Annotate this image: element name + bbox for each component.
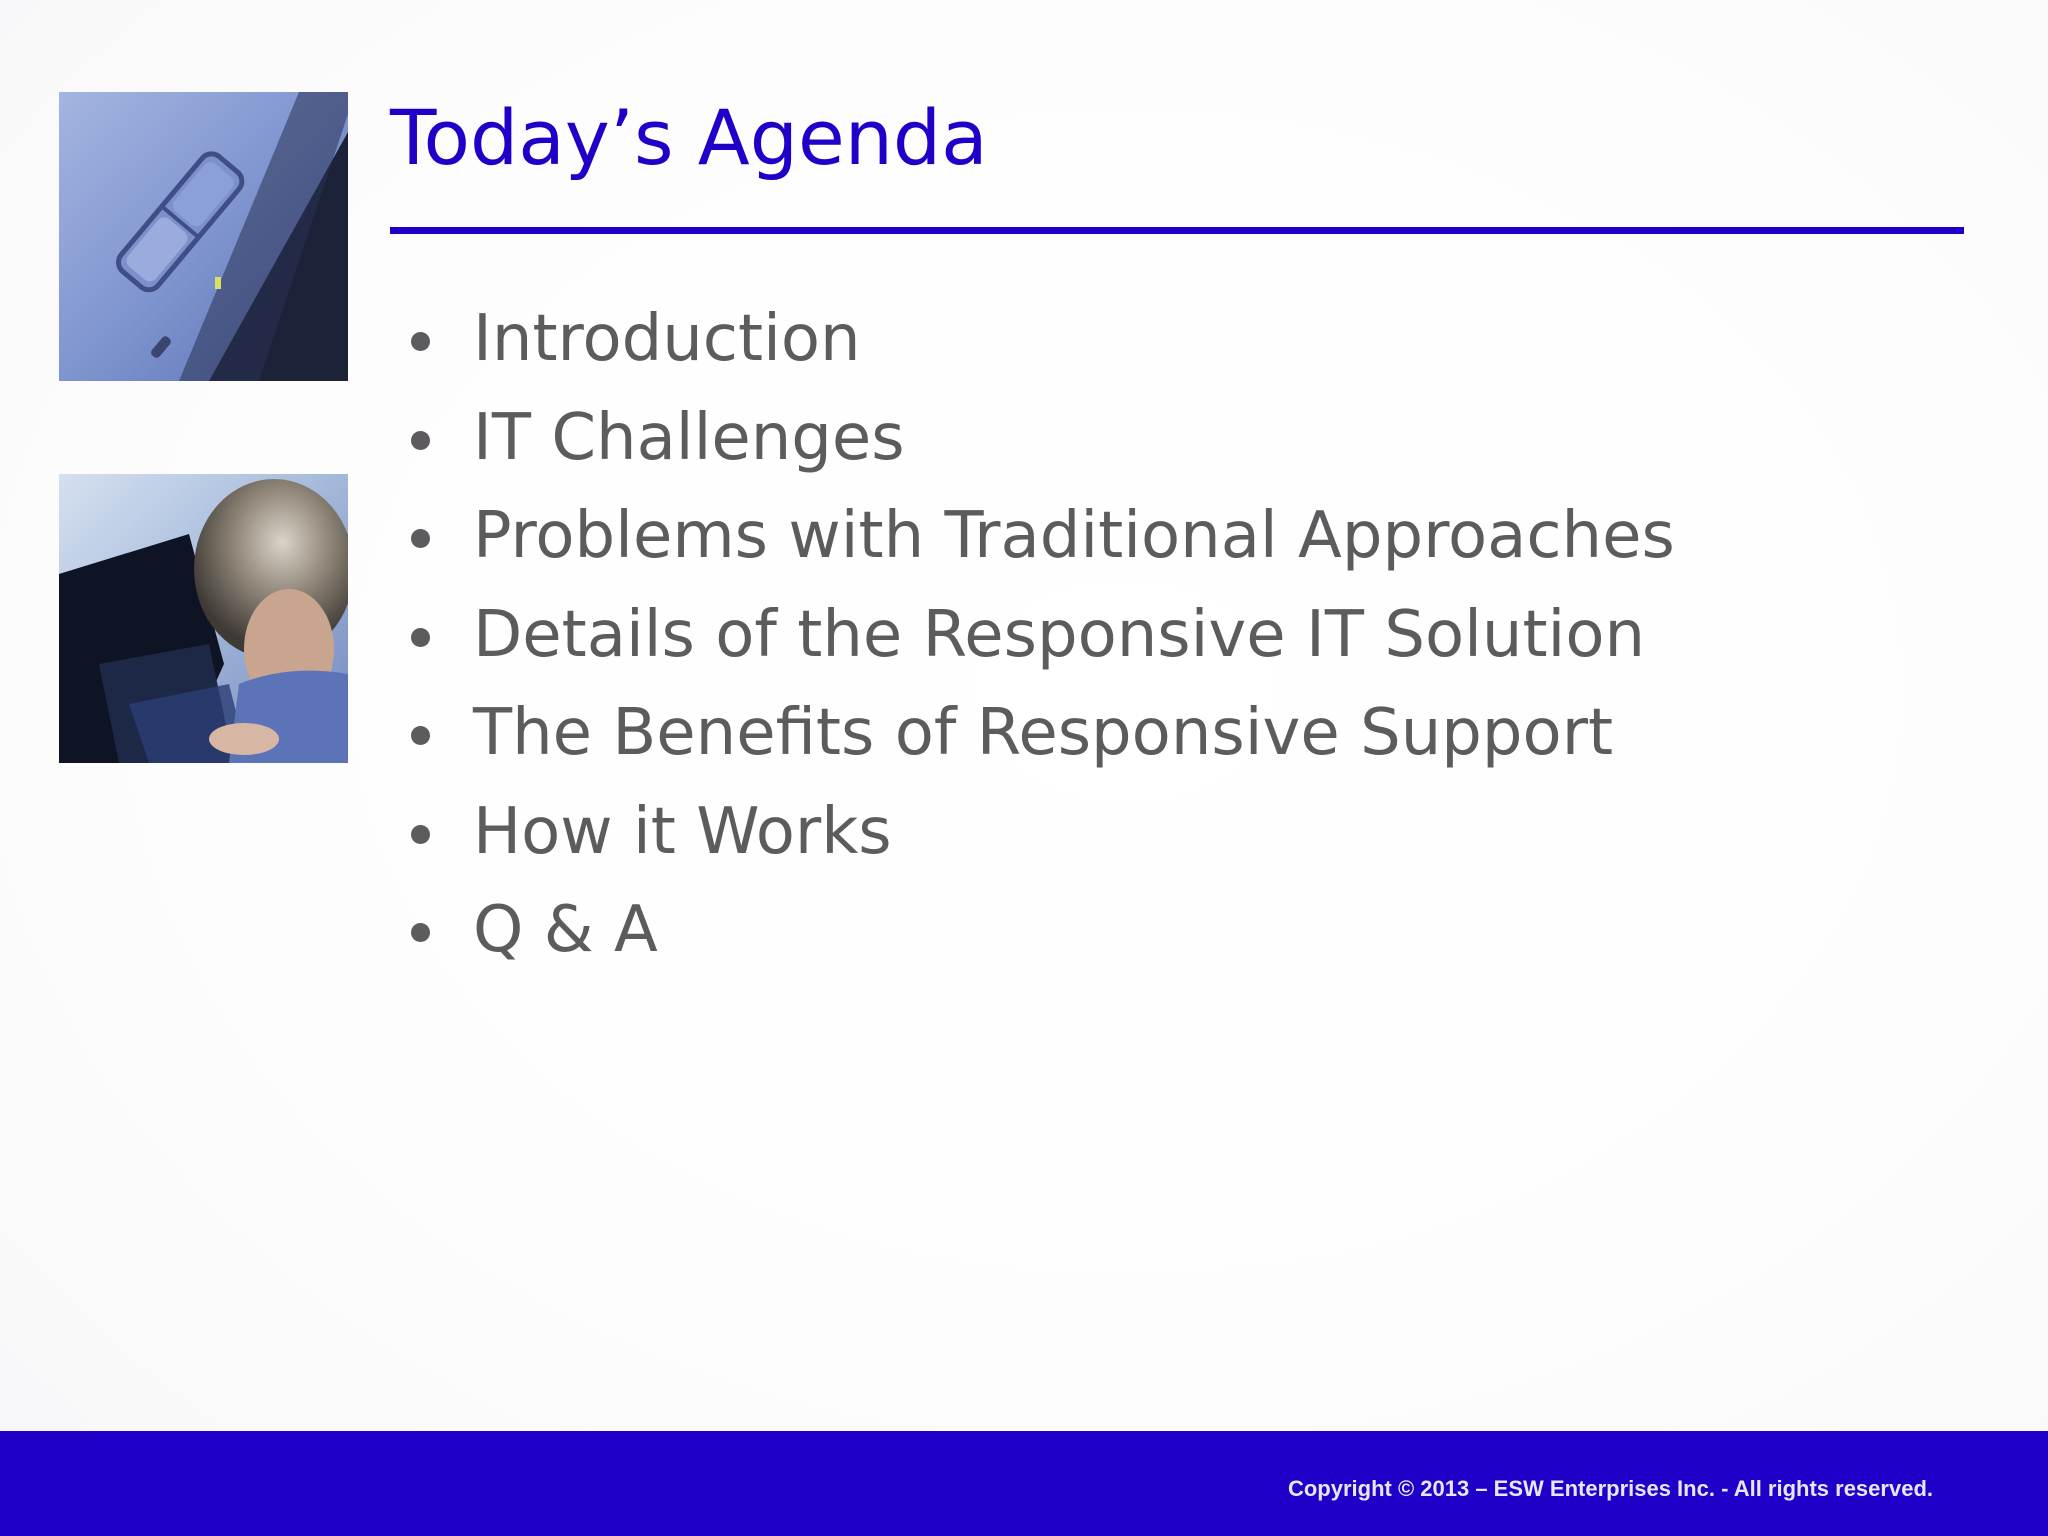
agenda-item-qa: [405, 881, 1675, 980]
bullet-icon: [411, 628, 430, 647]
agenda-item-it-challenges: [405, 389, 1675, 488]
bullet-icon: [411, 825, 430, 844]
agenda-item-introduction: [405, 290, 1675, 389]
laptop-illustration: [59, 92, 348, 381]
agenda-item-benefits: [405, 684, 1675, 783]
agenda-item-problems: [405, 487, 1675, 586]
agenda-item-label: Details of the Responsive IT Solution: [473, 597, 1646, 672]
agenda-item-label: Problems with Traditional Approaches: [473, 499, 1675, 573]
agenda-item-label: IT Challenges: [473, 400, 905, 475]
bullet-icon: [411, 923, 430, 942]
agenda-list: [405, 290, 1675, 980]
bullet-icon: [411, 726, 430, 745]
agenda-item-label: Q & A: [473, 893, 658, 967]
laptop-photo: [59, 92, 348, 381]
agenda-item-how-it-works: [405, 783, 1675, 882]
bullet-icon: [411, 332, 430, 351]
person-photo: [59, 474, 348, 763]
title-underline: [390, 227, 1964, 234]
slide-title: Today’s Agenda: [390, 93, 988, 182]
agenda-item-label: Introduction: [473, 302, 861, 376]
agenda-item-label: The Benefits of Responsive Support: [473, 696, 1614, 770]
bullet-icon: [411, 431, 430, 450]
agenda-item-details: [405, 586, 1675, 685]
person-illustration: [59, 474, 348, 763]
bullet-icon: [411, 529, 430, 548]
copyright-notice: Copyright © 2013 – ESW Enterprises Inc. - All rights reserved.: [1287, 1476, 1933, 1501]
agenda-item-label: How it Works: [473, 794, 892, 869]
